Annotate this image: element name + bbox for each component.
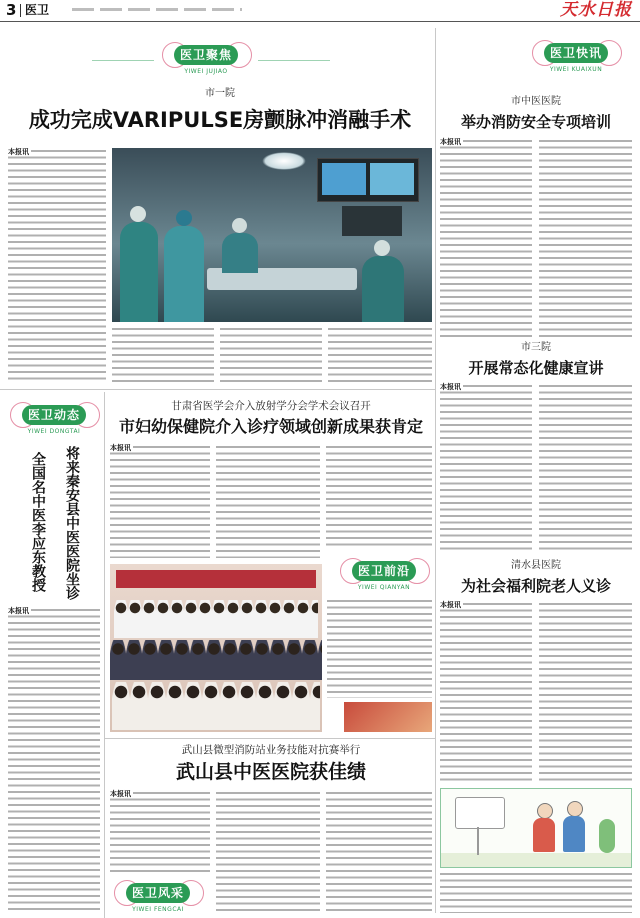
article-body-column <box>539 385 632 553</box>
article-lead: 本报讯 <box>440 601 461 609</box>
cartoon-sign <box>455 797 505 829</box>
doctor-body-1 <box>120 222 158 322</box>
badge-subtitle: YIWEI QIANYAN <box>357 584 411 591</box>
column-divider-left <box>104 392 105 918</box>
doctor-body-3 <box>222 233 258 273</box>
surgical-light <box>262 152 306 170</box>
small-photo <box>344 702 432 732</box>
badge-yiwei-jujiao <box>158 40 254 80</box>
doctor-body-4 <box>362 256 404 322</box>
article-lead: 本报讯 <box>8 148 29 156</box>
article-body-column <box>440 385 532 553</box>
article-body-column <box>326 446 432 550</box>
section-divider-top <box>0 389 435 390</box>
people-row-2 <box>110 640 322 680</box>
doctor-head-1 <box>130 206 146 222</box>
column-divider-right <box>435 28 436 913</box>
people-row-3 <box>112 682 320 730</box>
badge-title: 医卫前沿 <box>352 561 416 581</box>
badge-subtitle: YIWEI JUJIAO <box>184 68 228 75</box>
cartoon-person-head-1 <box>537 803 553 819</box>
cartoon-sign-post <box>477 827 479 855</box>
photo-banner <box>116 570 316 588</box>
article-headline: 为社会福利院老人义诊 <box>460 577 611 595</box>
article-kicker: 市一院 <box>205 88 235 99</box>
article-body-column <box>216 792 320 914</box>
article-headline: 开展常态化健康宣讲 <box>468 359 604 377</box>
article-body-column <box>8 150 106 384</box>
people-row-1 <box>114 600 318 638</box>
badge-title: 医卫快讯 <box>544 43 608 63</box>
cartoon-person-body-2 <box>563 816 585 852</box>
article-body-column <box>112 328 214 384</box>
cartoon-illustration <box>440 788 632 868</box>
photo-surgery-room <box>112 148 432 322</box>
article-headline: 举办消防安全专项培训 <box>460 113 611 131</box>
doctor-head-3 <box>232 218 247 233</box>
article-headline: 成功完成VARIPULSE房颤脉冲消融手术 <box>28 108 412 132</box>
page-number: 3 <box>6 1 17 19</box>
badge-yiwei-qianyan <box>336 556 432 596</box>
article-lead: 本报讯 <box>440 383 461 391</box>
badge-yiwei-fengcai <box>110 878 206 918</box>
article-kicker: 清水县医院 <box>511 560 561 571</box>
article-body-column <box>8 609 100 914</box>
photo-group-meeting <box>110 564 322 732</box>
doctor-body-2 <box>164 226 204 322</box>
article-lead: 本报讯 <box>440 138 461 146</box>
article-body-column <box>110 446 210 558</box>
badge-title: 医卫风采 <box>126 883 190 903</box>
masthead-logo: 天水日报 <box>560 0 632 20</box>
article-kicker: 市中医医院 <box>511 96 561 107</box>
article-body-column <box>327 600 432 698</box>
badge-subtitle: YIWEI FENGCAI <box>132 906 184 913</box>
article-body-column <box>220 328 322 384</box>
article-kicker: 甘肃省医学会介入放射学分会学术会议召开 <box>171 400 371 412</box>
section-name: 医卫 <box>25 3 50 17</box>
article-body-column <box>539 140 632 338</box>
vertical-headline-line-1: 全国名中医李应东教授 <box>30 452 46 592</box>
monitor-screen-1 <box>322 163 366 195</box>
article-body-column <box>328 328 432 384</box>
article-body-column <box>326 792 432 914</box>
badge-title: 医卫聚焦 <box>174 45 238 65</box>
cartoon-person-body-1 <box>533 818 555 852</box>
article-body-column <box>440 603 532 783</box>
article-kicker: 市三院 <box>521 342 551 353</box>
cartoon-ground <box>441 853 631 867</box>
doctor-head-2 <box>176 210 192 226</box>
article-lead: 本报讯 <box>8 607 29 615</box>
article-body-column <box>539 603 632 783</box>
cartoon-person-head-2 <box>567 801 583 817</box>
badge-title: 医卫动态 <box>22 405 86 425</box>
header-separator <box>20 4 21 17</box>
vertical-headline-line-2: 将来秦安县中医医院坐诊 <box>64 446 80 600</box>
article-body-column <box>440 140 532 338</box>
article-lead: 本报讯 <box>110 444 131 452</box>
badge-rule-right <box>258 60 330 61</box>
monitor-frame <box>317 158 419 202</box>
monitor-screen-2 <box>370 163 414 195</box>
article-kicker: 武山县微型消防站业务技能对抗赛举行 <box>181 744 361 756</box>
header-meta-line <box>72 8 242 11</box>
badge-yiwei-kuaixun <box>528 38 624 78</box>
cartoon-tree <box>599 819 615 853</box>
badge-subtitle: YIWEI DONGTAI <box>27 428 81 435</box>
article-body-column <box>216 446 320 558</box>
article-lead: 本报讯 <box>110 790 131 798</box>
monitor-lower <box>342 206 402 236</box>
header-rule <box>0 21 640 22</box>
section-divider-bottom <box>104 738 435 739</box>
footer-text <box>440 873 632 913</box>
badge-rule-left <box>92 60 154 61</box>
article-headline: 市妇幼保健院介入诊疗领域创新成果获肯定 <box>118 417 423 436</box>
badge-yiwei-dongtai <box>6 400 102 440</box>
article-headline: 武山县中医医院获佳绩 <box>175 761 366 783</box>
badge-subtitle: YIWEI KUAIXUN <box>549 66 603 73</box>
article-body-column <box>110 792 210 874</box>
doctor-head-4 <box>374 240 390 256</box>
